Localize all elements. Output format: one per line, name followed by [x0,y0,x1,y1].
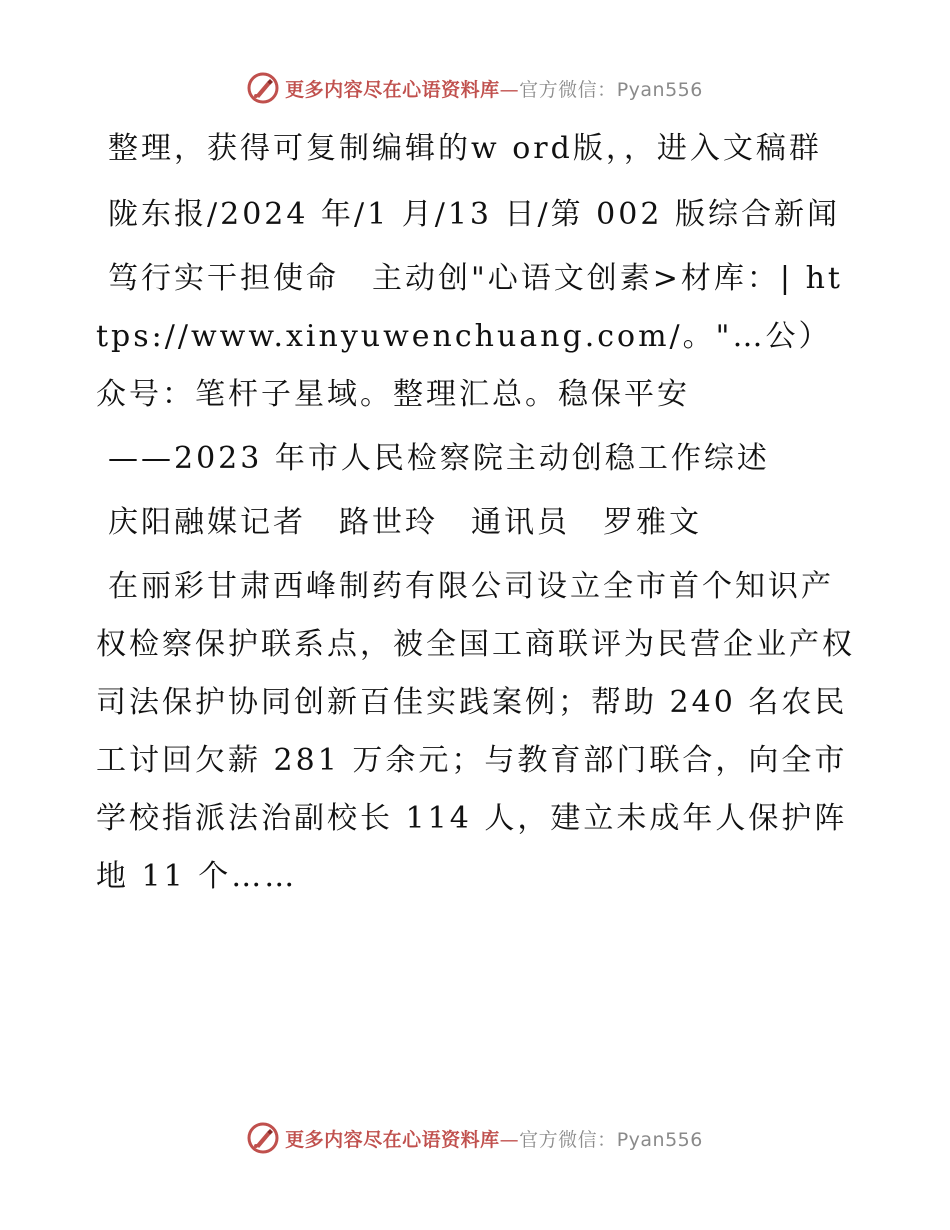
paragraph-headline: 笃行实干担使命 主动创"心语文创素>材库：| https://www.xinyuwenchuang.com/。"…公）众号：笔杆子星域。整理汇总。稳保平安 [96,261,843,412]
paragraph-byline: 庆阳融媒记者 路世玲 通讯员 罗雅文 [108,505,702,540]
banner-text [285,1125,703,1152]
banner-separator: — [499,1128,520,1151]
paragraph-subheadline: ——2023 年市人民检察院主动创稳工作综述 [108,441,770,476]
pen-logo-icon [247,1122,279,1154]
pen-logo-icon [247,72,279,104]
banner-main-text: 更多内容尽在心语资料库 [285,78,500,101]
footer-watermark-banner [0,1122,950,1154]
banner-wechat-label: 官方微信： [519,78,617,101]
banner-text [285,75,703,102]
banner-main-text: 更多内容尽在心语资料库 [285,1128,500,1151]
header-watermark-banner [0,72,950,104]
banner-wechat-id: Pyan556 [616,1128,703,1151]
document-body [96,120,856,916]
paragraph-intro: 整理，获得可复制编辑的w ord版，，进入文稿群 [108,131,822,166]
paragraph-source: 陇东报/2024 年/1 月/13 日/第 002 版综合新闻 [108,197,840,232]
paragraph-body: 在丽彩甘肃西峰制药有限公司设立全市首个知识产权检察保护联系点，被全国工商联评为民营企业产权司法保护协同创新百佳实践案例；帮助 240 名农民工讨回欠薪 281 万余元；与教育部门联合，向全市学校指派法治副校长 114 人，建立未成年人保护阵地 11 个…… [96,569,855,894]
banner-wechat-label: 官方微信： [519,1128,617,1151]
banner-wechat-id: Pyan556 [616,78,703,101]
banner-separator: — [499,78,520,101]
